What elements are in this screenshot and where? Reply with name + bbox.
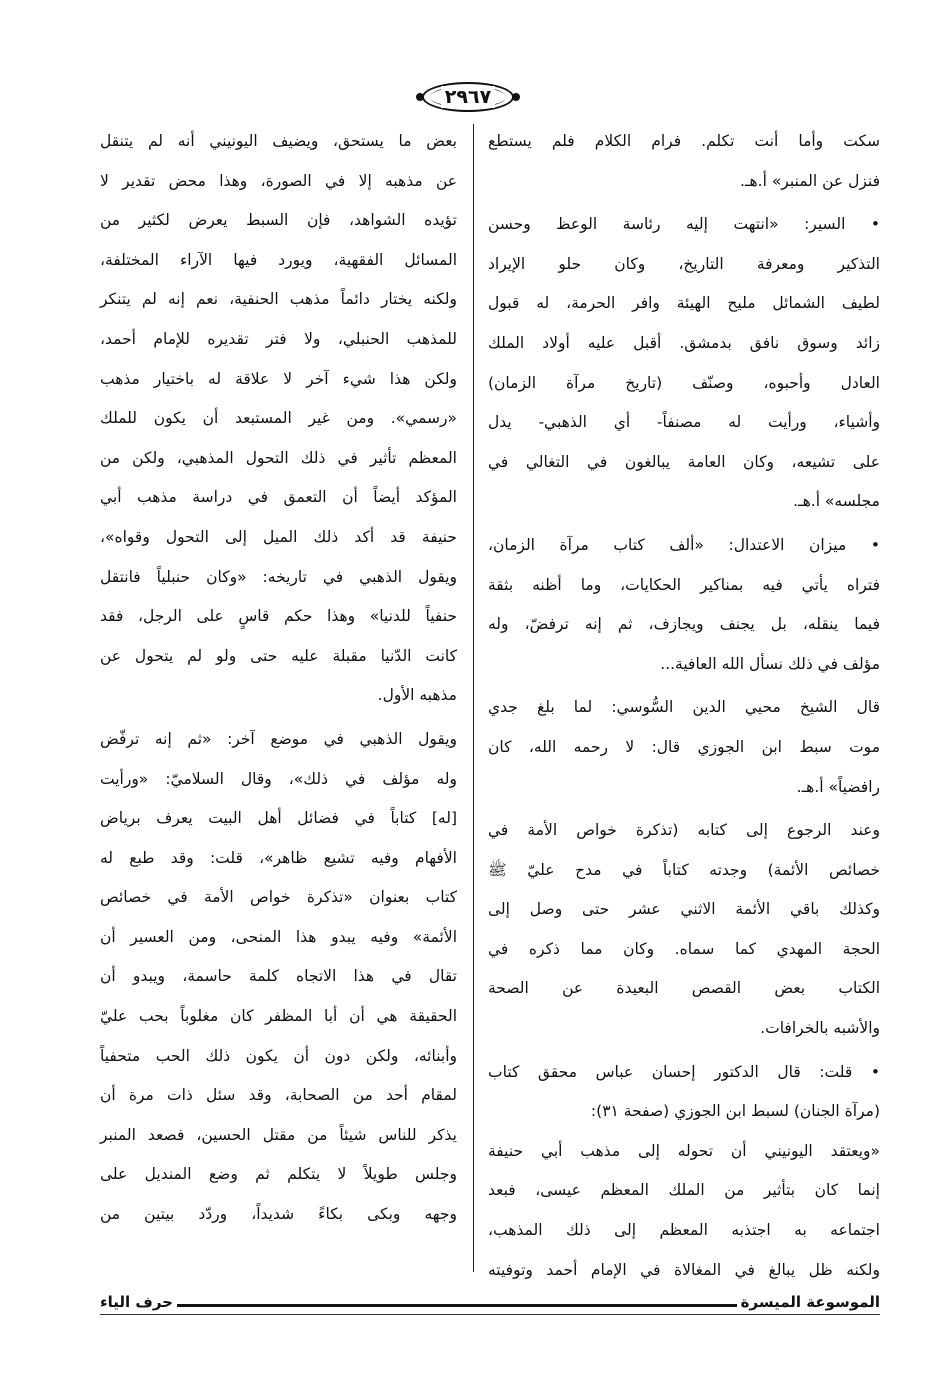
- text-line: خصائص الأئمة) وجدته كتاباً في مدح عليّ ﷺ: [488, 860, 880, 879]
- footer-section: حرف الياء: [100, 1293, 173, 1311]
- text-line: الأفهام وفيه تشيع ظاهر»، قلت: وقد طبع له: [100, 848, 457, 867]
- text-line: «رسمي». ومن غير المستبعد أن يكون للملك: [100, 409, 457, 428]
- page-number-ornament: [412, 80, 524, 114]
- text-line: وأشياء، ورأيت له مصنفاً- أي الذهبي- يدل: [488, 413, 880, 432]
- page-number: ٢٩٦٧: [441, 86, 495, 108]
- footer-bottom-rule: [100, 1314, 880, 1315]
- text-line: اجتماعه به اجتذبه المعظم إلى ذلك المذهب،: [488, 1221, 880, 1240]
- text-line: بعض ما يستحق، ويضيف اليونيني أنه لم يتنقل: [100, 132, 457, 150]
- text-line: لمقام أحد من الصحابة، وقد سئل ذات مرة أن: [100, 1086, 457, 1105]
- text-line: التذكير ومعرفة التاريخ، وكان حلو الإيراد: [488, 254, 880, 273]
- text-line: لطيف الشمائل مليح الهيئة وافر الحرمة، له قبول: [488, 294, 880, 313]
- text-line: مؤلف في ذلك نسأل الله العافية...: [660, 654, 880, 673]
- text-line: للمذهب الحنبلي، ولا فتر تقديره للإمام أحمد،: [100, 329, 457, 348]
- page-footer: [100, 1290, 880, 1314]
- text-line: الأئمة» وفيه يبدو هذا المنحى، ومن العسير أن: [100, 927, 457, 946]
- text-line: تقال في هذا الاتجاه كلمة حاسمة، ويبدو أن: [100, 967, 457, 986]
- text-line: وله مؤلف في ذلك»، وقال السلاميّ: «ورأيت: [100, 769, 457, 788]
- text-line: وكذلك باقي الأئمة الاثني عشر حتى وصل إلى: [488, 900, 880, 919]
- text-line: المؤكد أيضاً أن التعمق في دراسة مذهب أبي: [100, 488, 457, 507]
- text-line: • ميزان الاعتدال: «ألف كتاب مرآة الزمان،: [488, 535, 880, 554]
- text-column-right: [488, 122, 880, 1290]
- text-line: فنزل عن المنبر» أ.هـ.: [740, 171, 880, 190]
- text-line: إنما كان بتأثير من الملك المعظم عيسى، فبعد: [488, 1181, 880, 1200]
- text-line: موت سبط ابن الجوزي قال: لا رحمه الله، كان: [488, 737, 880, 756]
- text-line: عن مذهبه إلا في الصورة، وهذا محض تقدير لا: [100, 171, 457, 190]
- text-line: على تشيعه، وكان العامة يبالغون في التغالي في: [488, 452, 880, 471]
- text-line: ولكنه يختار دائماً مذهب الحنفية، نعم إنه لم يتنكر: [100, 290, 457, 309]
- text-line: الحقيقة هي أن أبا المظفر كان مغلوباً بحب عليّ: [100, 1007, 457, 1026]
- text-line: حنفياً للدنيا» وهذا حكم قاسٍ على الرجل، فقد: [100, 607, 457, 626]
- text-line: وجهه وبكى بكاءً شديداً، وردّد بيتين من: [100, 1205, 457, 1224]
- text-line: العادل وأحبوه، وصنّف (تاريخ مرآة الزمان): [488, 373, 880, 392]
- text-line: تؤيده الشواهد، فإن السبط يعرض لكثير من: [100, 211, 457, 230]
- text-line: يذكر للناس شيئاً من مقتل الحسين، فصعد المنبر: [100, 1125, 457, 1144]
- text-line: وأبنائه، ولكن دون أن يكون ذلك الحب متحفياً: [100, 1046, 457, 1065]
- text-line: كانت الدّنيا مقبلة عليه حتى ولو لم يتحول عن: [100, 646, 457, 665]
- text-line: [له] كتاباً في فضائل أهل البيت يعرف برياض: [100, 809, 457, 828]
- ornament-dot: [416, 93, 424, 101]
- text-line: • قلت: قال الدكتور إحسان عباس محقق كتاب: [488, 1062, 880, 1081]
- text-line: قال الشيخ محيي الدين السُّوسي: لما بلغ جدي: [488, 698, 880, 717]
- text-line: الكتاب بعض القصص البعيدة عن الصحة: [488, 979, 880, 998]
- text-line: فيما ينقله، بل يجنف ويجازف، ثم إنه ترفضّ، وله: [488, 615, 880, 634]
- text-line: زائد وسوق نافق بدمشق. أقبل عليه أولاد الملك: [488, 333, 880, 352]
- text-line: مجلسه» أ.هـ.: [793, 492, 880, 511]
- text-line: ويقول الذهبي في تاريخه: «وكان حنبلياً فانتقل: [100, 567, 457, 586]
- text-line: رافضياً» أ.هـ.: [796, 777, 880, 796]
- text-line: • السير: «انتهت إليه رئاسة الوعظ وحسن: [488, 215, 880, 234]
- text-line: كتاب بعنوان «تذكرة خواص الأمة في خصائص: [100, 888, 457, 907]
- text-line: وجلس طويلاً لا يتكلم ثم وضع المنديل على: [100, 1165, 457, 1184]
- text-line: المسائل الفقهية، ويورد فيها الآراء المختلفة،: [100, 250, 457, 269]
- footer-rule: [177, 1304, 737, 1307]
- text-line: مذهبه الأول.: [377, 686, 457, 705]
- text-line: الحجة المهدي كما سماه. وكان مما ذكره في: [488, 939, 880, 958]
- text-line: فتراه يأتي فيه بمناكير الحكايات، وما أظنه بثقة: [488, 575, 880, 594]
- text-line: (مرآة الجنان) لسبط ابن الجوزي (صفحة ٣١):: [590, 1102, 880, 1121]
- text-line: «ويعتقد اليونيني أن تحوله إلى مذهب أبي حنيفة: [488, 1141, 880, 1160]
- text-line: ولكن هذا شيء آخر لا علاقة له باختيار مذهب: [100, 369, 457, 388]
- text-line: ويقول الذهبي في موضع آخر: «ثم إنه ترفّض: [100, 729, 457, 748]
- text-column-left: [100, 122, 457, 1235]
- text-line: ولكنه ظل يبالغ في المغالاة في الإمام أحمد وتوفيته: [488, 1260, 880, 1279]
- text-line: المعظم تأثير في ذلك التحول المذهبي، ولكن من: [100, 448, 457, 467]
- text-line: والأشبه بالخرافات.: [760, 1019, 880, 1038]
- text-line: حنيفة قد أكد ذلك الميل إلى التحول وقواه»،: [100, 527, 457, 546]
- footer-book-title: الموسوعة الميسرة: [740, 1293, 880, 1311]
- text-line: وعند الرجوع إلى كتابه (تذكرة خواص الأمة في: [488, 821, 880, 840]
- ornament-dot: [512, 93, 520, 101]
- text-line: سكت وأما أنت تكلم. فرام الكلام فلم يستطع: [488, 132, 880, 150]
- column-divider: [473, 124, 474, 1272]
